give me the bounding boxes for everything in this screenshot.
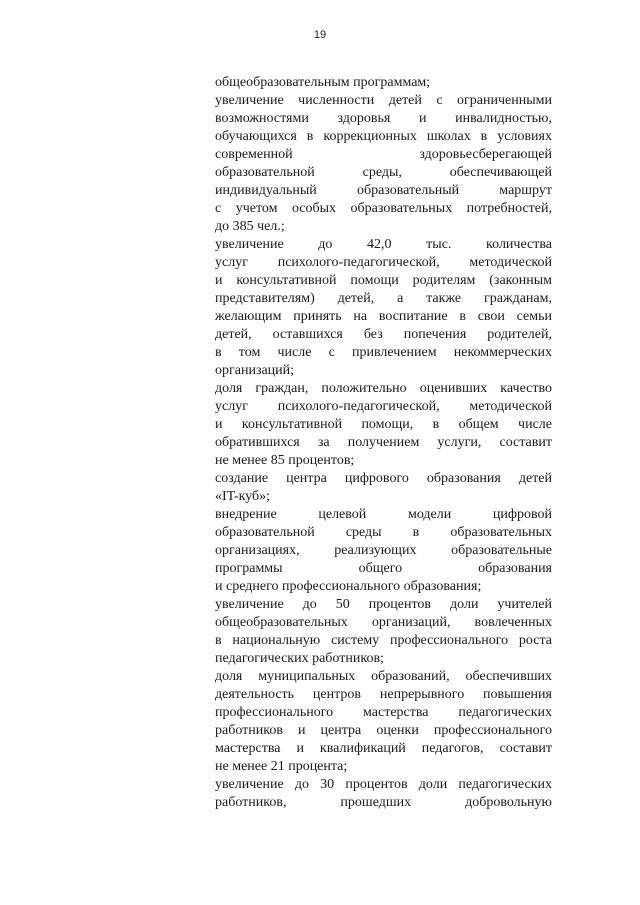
text-line: и среднего профессионального образования; (215, 579, 482, 594)
text-line: деятельность центров непрерывного повышения (215, 687, 552, 702)
text-line: профессионального мастерства педагогических (215, 705, 552, 720)
document-body (215, 74, 552, 812)
text-line: услуг психолого-педагогической, методической (215, 255, 552, 270)
text-line: увеличение численности детей с ограниченными (215, 93, 552, 108)
text-line: доля граждан, положительно оценивших качество (215, 381, 552, 396)
text-line: мастерства и квалификаций педагогов, составит (215, 741, 552, 756)
text-line: обучающихся в коррекционных школах в условиях (215, 129, 552, 144)
text-line: современной здоровьесберегающей (215, 147, 552, 162)
text-line: не менее 21 процента; (215, 759, 348, 774)
text-line: работников и центра оценки профессионального (215, 723, 552, 738)
text-line: программы общего образования (215, 561, 552, 576)
text-line: общеобразовательным программам; (215, 75, 431, 90)
text-line: услуг психолого-педагогической, методической (215, 399, 552, 414)
text-line: увеличение до 30 процентов доли педагогических (215, 777, 552, 792)
text-line: увеличение до 50 процентов доли учителей (215, 597, 552, 612)
text-line: и консультативной помощи, в общем числе (215, 417, 552, 432)
text-line: внедрение целевой модели цифровой (215, 507, 552, 522)
text-line: организаций; (215, 363, 295, 378)
text-line: общеобразовательных организаций, вовлеченных (215, 615, 552, 630)
text-line: образовательной среды, обеспечивающей (215, 165, 552, 180)
page-number: 19 (313, 29, 327, 41)
text-line: желающим принять на воспитание в свои семьи (215, 309, 552, 324)
text-line: представителям) детей, а также гражданам, (215, 291, 552, 306)
text-line: детей, оставшихся без попечения родителей, (215, 327, 552, 342)
text-line: возможностями здоровья и инвалидностью, (215, 111, 552, 126)
text-line: с учетом особых образовательных потребностей, (215, 201, 552, 216)
text-line: организациях, реализующих образовательные (215, 543, 552, 558)
text-line: обратившихся за получением услуги, составит (215, 435, 552, 450)
text-line: «IT-куб»; (215, 489, 271, 504)
text-line: индивидуальный образовательный маршрут (215, 183, 552, 198)
text-line: увеличение до 42,0 тыс. количества (215, 237, 552, 252)
text-line: доля муниципальных образований, обеспечивших (215, 669, 552, 684)
text-line: не менее 85 процентов; (215, 453, 355, 468)
text-line: создание центра цифрового образования детей (215, 471, 552, 486)
text-line: до 385 чел.; (215, 219, 285, 234)
text-line: в том числе с привлечением некоммерческих (215, 345, 552, 360)
text-line: педагогических работников; (215, 651, 384, 666)
text-line: и консультативной помощи родителям (законным (215, 273, 552, 288)
text-line: работников, прошедших добровольную (215, 795, 552, 810)
text-line: образовательной среды в образовательных (215, 525, 552, 540)
text-line: в национальную систему профессионального роста (215, 633, 552, 648)
